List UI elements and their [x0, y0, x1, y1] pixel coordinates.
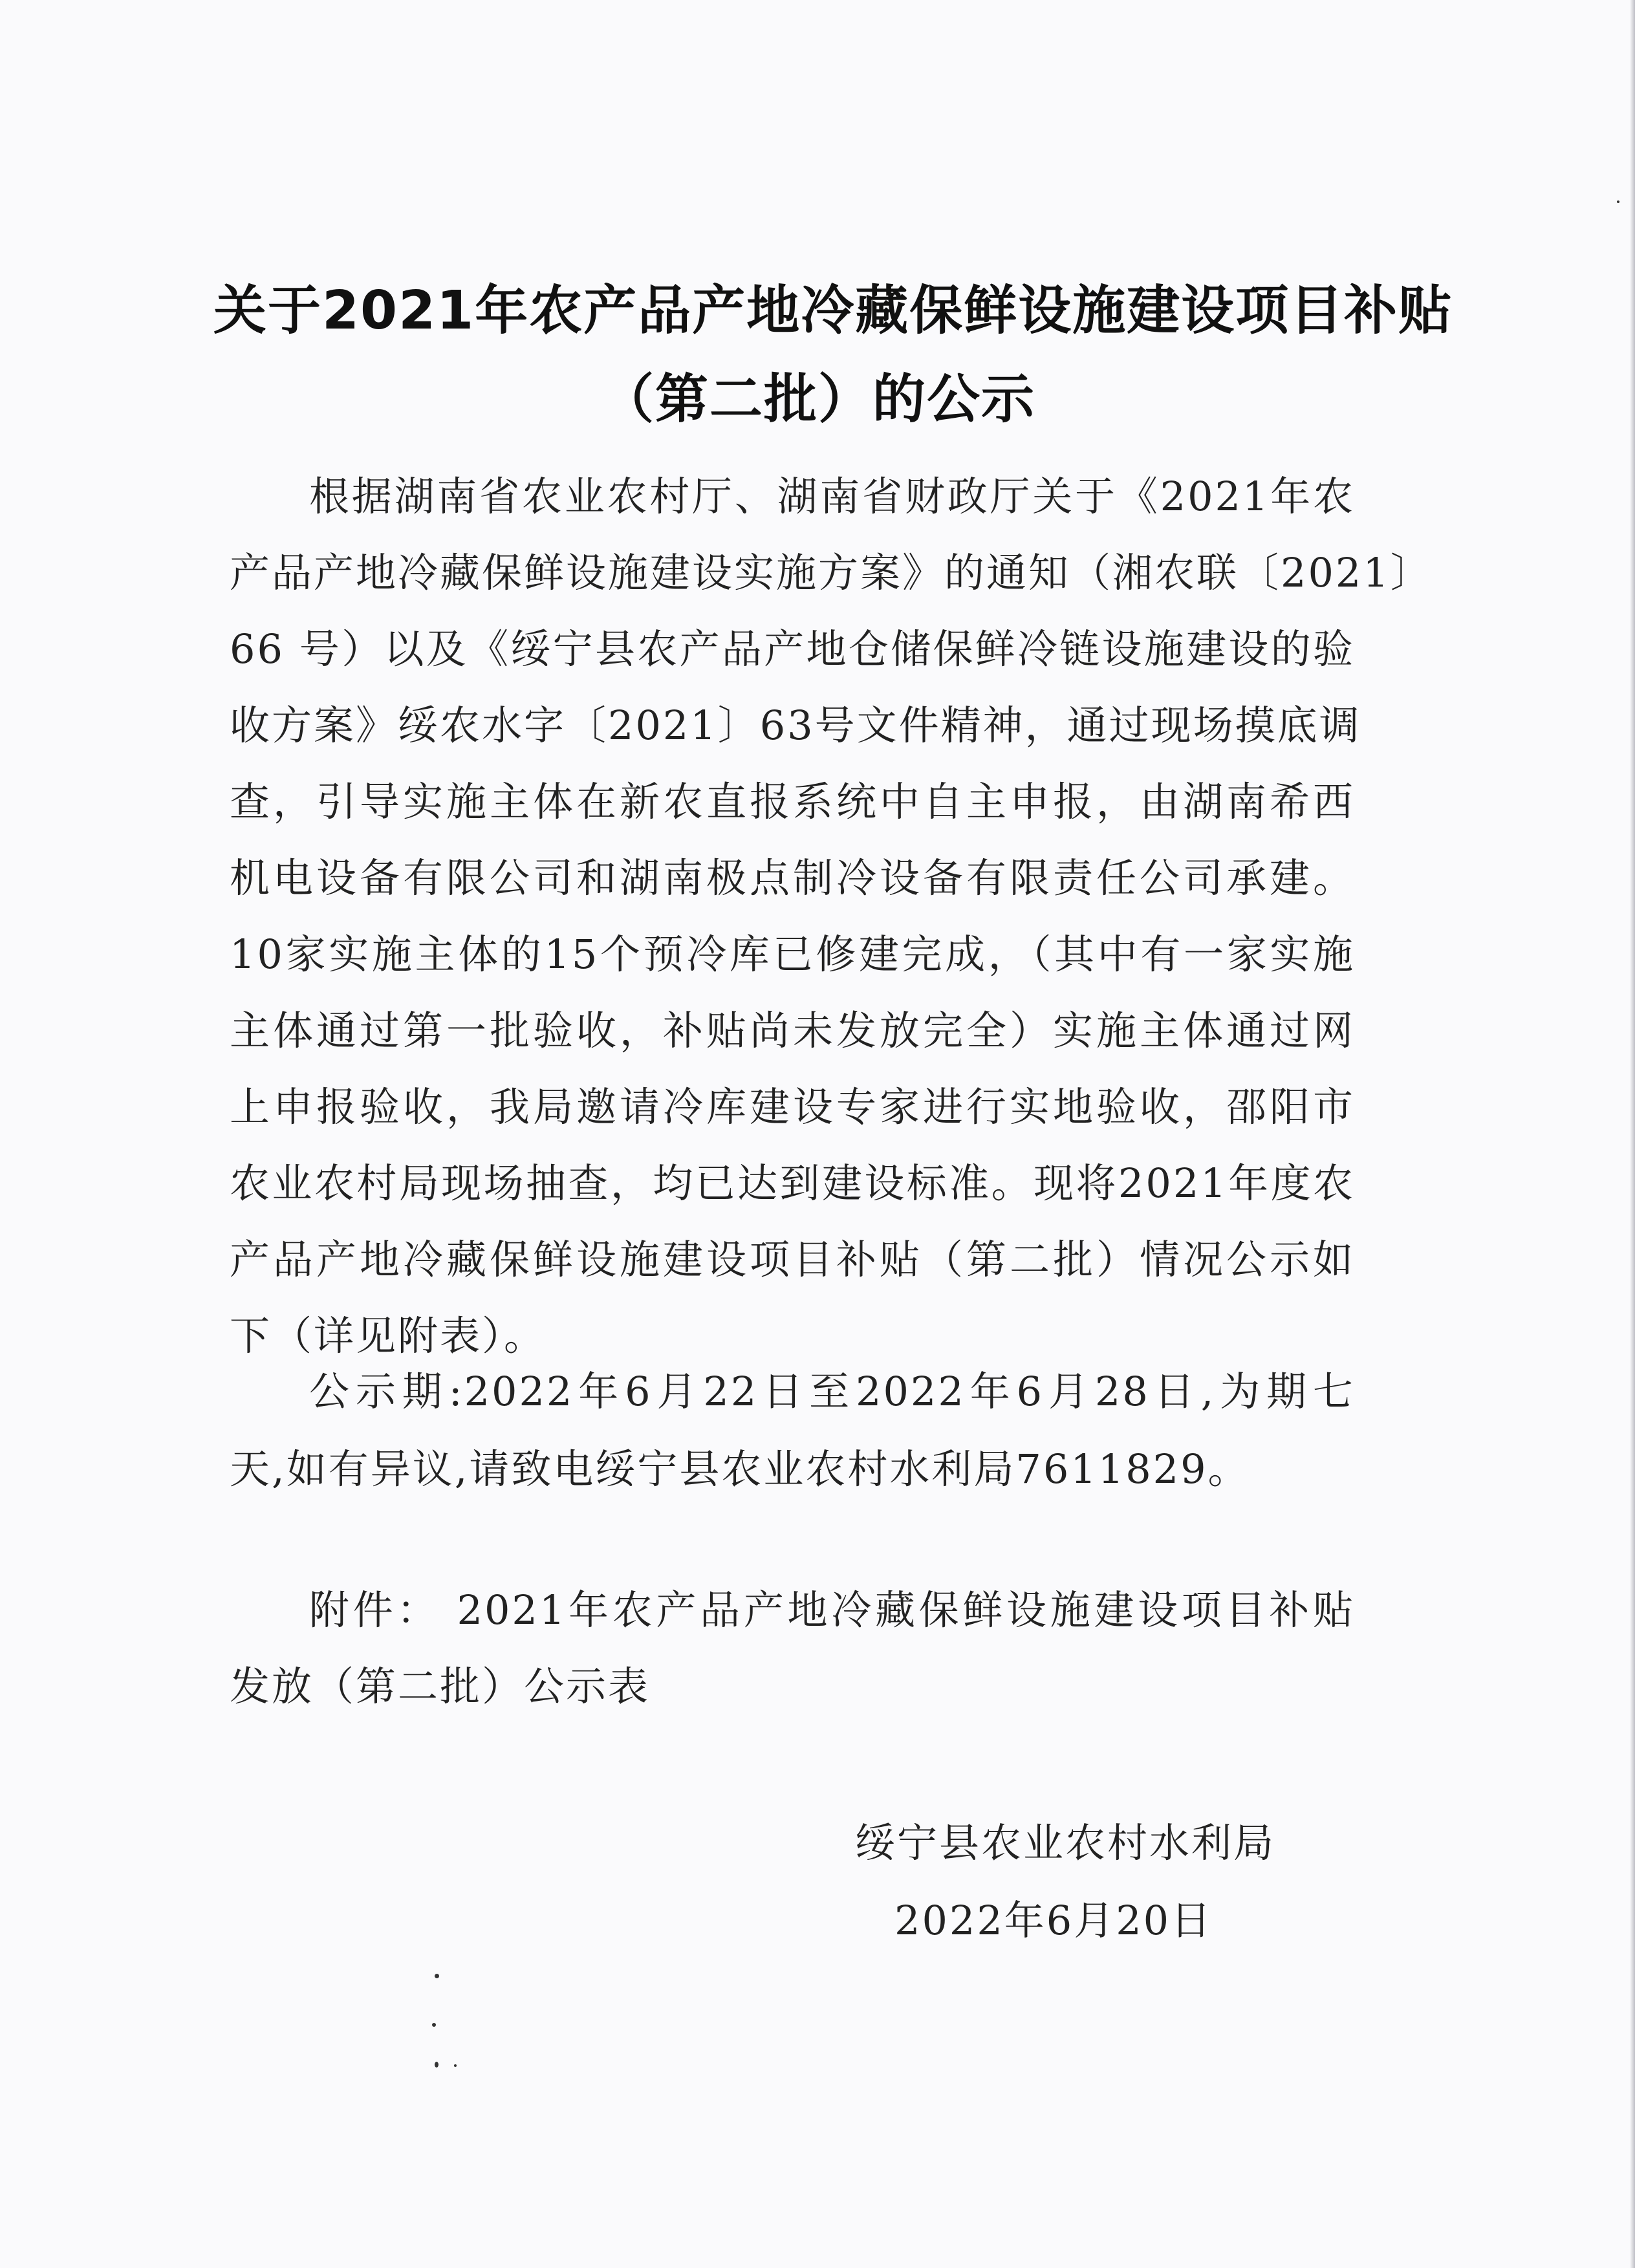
signature-date: 2022年6月20日	[894, 1897, 1213, 1944]
paragraph1-line-9: 上申报验收，我局邀请冷库建设专家进行实地验收，邵阳市	[230, 1083, 1355, 1130]
paragraph1-line-7: 10家实施主体的15个预冷库已修建完成，（其中有一家实施	[230, 931, 1355, 978]
paragraph1-line-8: 主体通过第一批验收，补贴尚未发放完全）实施主体通过网	[230, 1007, 1355, 1054]
scan-speck	[435, 2062, 439, 2068]
title-line-1: 关于2021年农产品产地冷藏保鲜设施建设项目补贴	[213, 280, 1453, 341]
scan-speck	[435, 1974, 439, 1978]
scan-speck	[432, 2023, 436, 2027]
scan-edge-shadow	[1630, 0, 1635, 2268]
paragraph1-line-1: 根据湖南省农业农村厅、湖南省财政厅关于《2021年农	[309, 473, 1355, 520]
paragraph2-line-2: 天,如有异议,请致电绥宁县农业农村水利局7611829。	[230, 1445, 1250, 1493]
scan-speck	[454, 2064, 457, 2067]
paragraph2-line-1: 公示期:2022年6月22日至2022年6月28日,为期七	[309, 1368, 1355, 1415]
paragraph1-line-11: 产品产地冷藏保鲜设施建设项目补贴（第二批）情况公示如	[230, 1236, 1355, 1283]
paragraph1-line-3: 66 号）以及《绥宁县农产品产地仓储保鲜冷链设施建设的验	[230, 625, 1355, 673]
scan-speck	[1617, 200, 1619, 203]
attachment-line-1: 附件： 2021年农产品产地冷藏保鲜设施建设项目补贴	[309, 1586, 1355, 1634]
paragraph1-line-5: 查，引导实施主体在新农直报系统中自主申报，由湖南希西	[230, 778, 1355, 825]
paragraph1-line-12: 下（详见附表）。	[230, 1312, 547, 1359]
signature-org: 绥宁县农业农村水利局	[855, 1819, 1276, 1866]
paragraph1-line-2: 产品产地冷藏保鲜设施建设实施方案》的通知（湘农联〔2021〕	[230, 549, 1433, 596]
title-line-2: （第二批）的公示	[600, 369, 1035, 430]
paragraph1-line-6: 机电设备有限公司和湖南极点制冷设备有限责任公司承建。	[230, 854, 1355, 902]
attachment-line-2: 发放（第二批）公示表	[230, 1663, 651, 1710]
paragraph1-line-4: 收方案》绥农水字〔2021〕63号文件精神，通过现场摸底调	[230, 702, 1361, 749]
paragraph1-line-10: 农业农村局现场抽查，均已达到建设标准。现将2021年度农	[230, 1160, 1355, 1207]
